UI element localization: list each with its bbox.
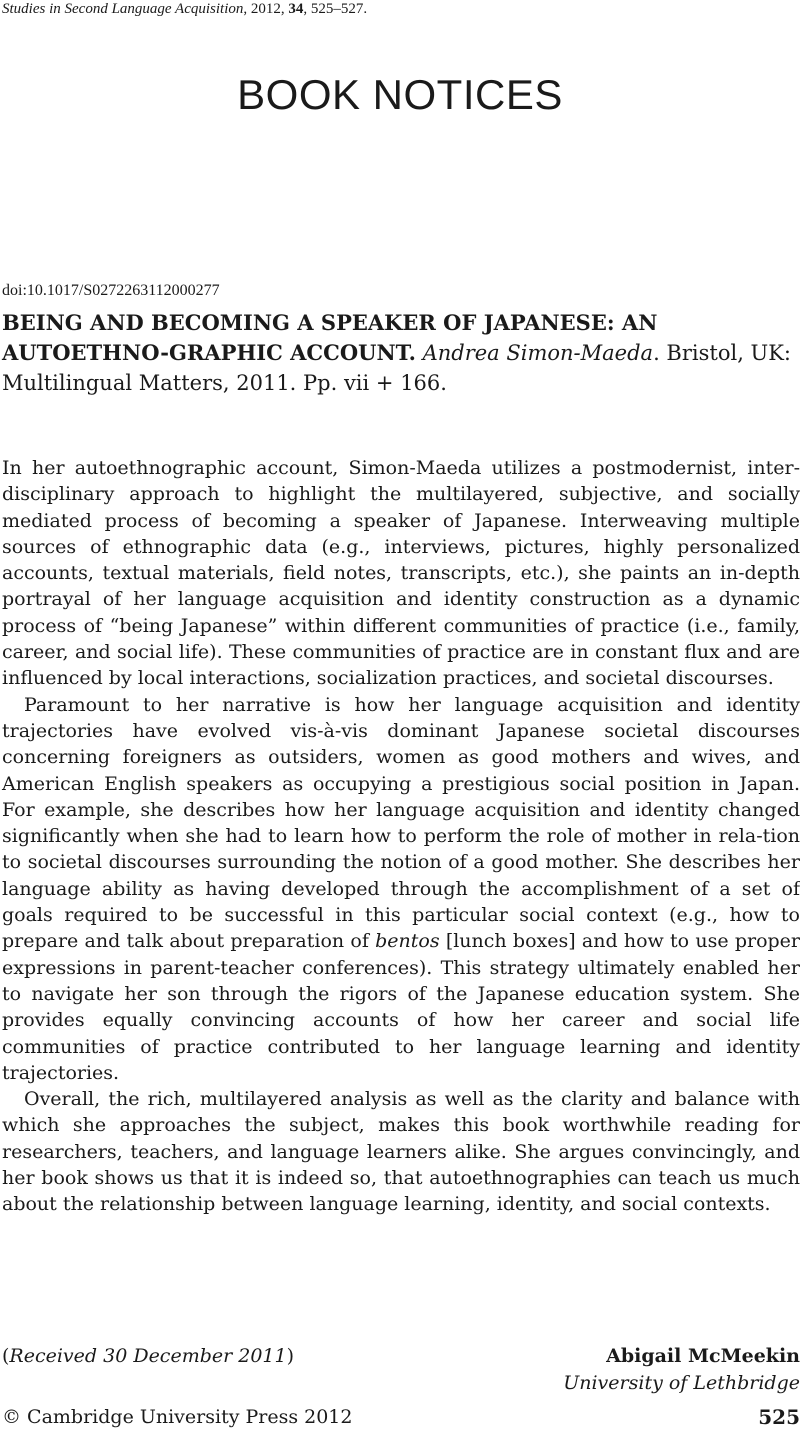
journal-pages: , 525–527. — [303, 1, 368, 17]
journal-year: , 2012, — [243, 1, 289, 17]
received-date: (Received 30 December 2011) — [2, 1345, 295, 1367]
reviewer-affiliation: University of Lethbridge — [563, 1372, 800, 1394]
paragraph-1: In her autoethnographic account, Simon-Maeda utilizes a postmodernist, inter-disciplinary approach to highlight the multilayered, subjective, and socially mediated process of becoming a speaker of Japanese. Interweaving multiple sources of ethnographic data (e.g., interviews, pictures, highly personalized accounts, textual materials, field notes, transcripts, etc.), she paints an in-depth portrayal of her language acquisition and identity construction as a dynamic process of “being Japanese” within different communities of practice (i.e., family, career, and social life). These communities of practice are in constant flux and are influenced by local interactions, socialization practices, and societal discourses. — [2, 457, 800, 690]
reviewer-block — [563, 1343, 800, 1397]
journal-volume: 34 — [288, 1, 304, 17]
review-body — [2, 455, 800, 1218]
paragraph-2: Paramount to her narrative is how her language acquisition and identity trajectories have evolved vis-à-vis dominant Japanese societal discourses concerning foreigners as outsiders, women as good mothers and wives, and American English speakers as occupying a prestigious social position in Japan. For example, she describes how her language acquisition and identity changed significantly when she had to learn how to perform the role of mother in rela-tion to societal discourses surrounding the notion of a good mother. She describes her language ability as having developed through the accomplishment of a set of goals required to be successful in this particular social context (e.g., how to prepare and talk about preparation of bentos [lunch boxes] and how to use proper expressions in parent-teacher conferences). This strategy ultimately enabled her to navigate her son through the rigors of the Japanese education system. She provides equally convincing accounts of how her career and social life communities of practice contributed to her language learning and identity trajectories. — [2, 693, 800, 1084]
bentos-term: bentos — [375, 930, 440, 953]
book-entry — [2, 308, 800, 398]
book-author: Andrea Simon-Maeda — [422, 341, 654, 365]
journal-title: Studies in Second Language Acquisition — [2, 1, 244, 17]
copyright-notice: © Cambridge University Press 2012 — [2, 1406, 353, 1428]
running-header — [2, 0, 367, 18]
section-title: BOOK NOTICES — [237, 71, 563, 118]
doi-link[interactable]: doi:10.1017/S0272263112000277 — [2, 282, 220, 299]
paragraph-3: Overall, the rich, multilayered analysis as well as the clarity and balance with which she approaches the subject, makes this book worthwhile reading for researchers, teachers, and language learners alike. She argues convincingly, and her book shows us that it is indeed so, that autoethnographies can teach us much about the relationship between language learning, identity, and social contexts. — [2, 1088, 800, 1216]
reviewer-name: Abigail McMeekin — [606, 1345, 800, 1367]
book-title: BEING AND BECOMING A SPEAKER OF JAPANESE: AN AUTOETHNO-GRAPHIC ACCOUNT. — [2, 310, 658, 365]
page-number: 525 — [758, 1405, 800, 1429]
book-publication: . Bristol, UK: Multilingual Matters, 2011. Pp. vii + 166. — [2, 341, 792, 395]
